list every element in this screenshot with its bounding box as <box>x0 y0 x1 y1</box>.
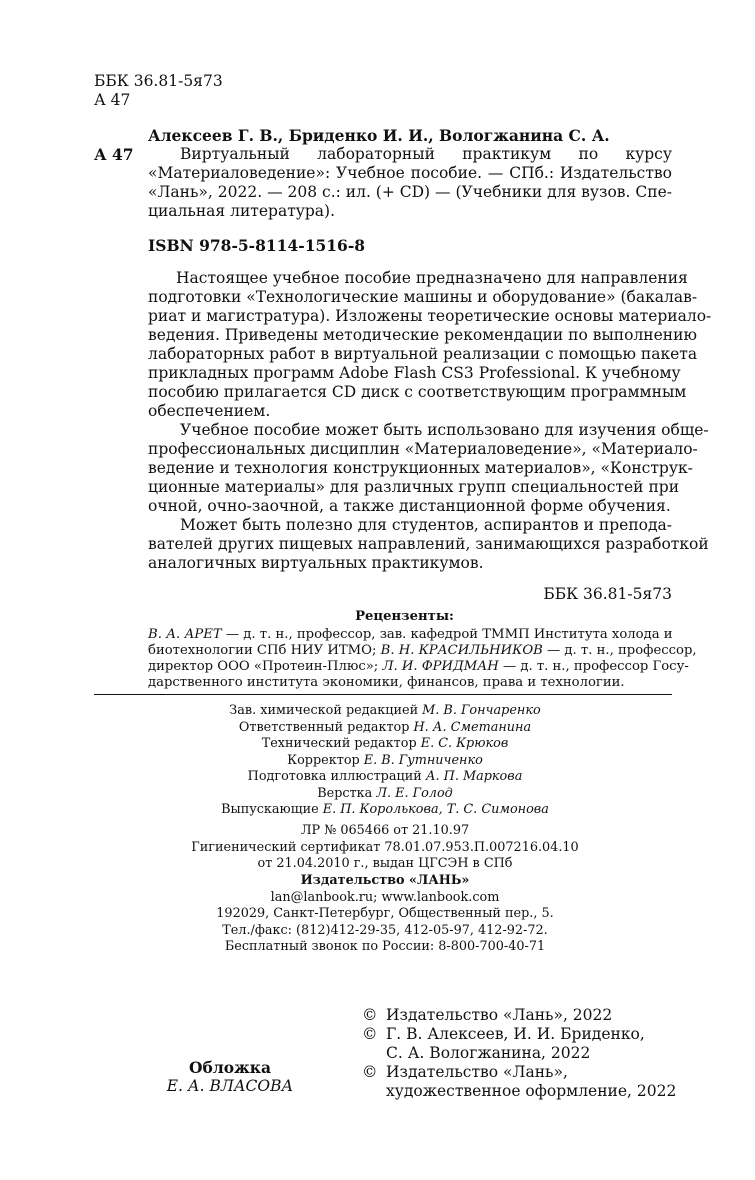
abstract-p2-line: ведение и технология конструкционных материалов», «Конструк- <box>148 459 693 477</box>
abstract-p1-line: Настоящее учебное пособие предназначено для направления <box>176 269 688 287</box>
authors: Алексеев Г. В., Бриденко И. И., Вологжанина С. А. <box>148 126 610 145</box>
publisher-block <box>150 873 620 956</box>
staff-line: Технический редактор Е. С. Крюков <box>261 736 509 751</box>
abstract-p1-line: лабораторных работ в виртуальной реализации с помощью пакета <box>148 345 698 363</box>
cover-label: Обложка <box>189 1058 271 1077</box>
abstract-p1-line: пособию прилагается CD диск с соответствующим программным <box>148 383 687 401</box>
divider <box>94 694 672 695</box>
author-mark: А 47 <box>94 91 131 109</box>
publisher-name: Издательство «ЛАНЬ» <box>300 873 470 888</box>
abstract-p2-line: ционные материалы» для различных групп специальностей при <box>148 478 680 496</box>
publisher-address: 192029, Санкт-Петербург, Общественный пер., 5. <box>216 906 554 921</box>
abstract-p1-line: риат и магистратура). Изложены теоретические основы материало- <box>148 307 712 325</box>
licence-cert: Гигиенический сертификат 78.01.07.953.П.007216.04.10 <box>191 839 579 855</box>
abstract-p3-line: вателей других пищевых направлений, занимающихся разработкой <box>148 535 709 553</box>
abstract-p1-line: ведения. Приведены методические рекомендации по выполнению <box>148 326 697 344</box>
reviewer-line-4: дарственного института экономики, финансов, права и технологии. <box>148 675 625 690</box>
staff-line: Подготовка иллюстраций А. П. Маркова <box>247 769 523 784</box>
bib-line-2: «Материаловедение»: Учебное пособие. — СПб.: Издательство <box>148 164 672 182</box>
copyright-1: Издательство «Лань», 2022 <box>386 1006 613 1024</box>
copyright-symbol: © <box>362 1025 378 1043</box>
abstract-p1-line: прикладных программ Adobe Flash CS3 Professional. К учебному <box>148 364 681 382</box>
publisher-freecall: Бесплатный звонок по России: 8-800-700-40-71 <box>224 939 546 954</box>
abstract-p3-line: Может быть полезно для студентов, аспирантов и преподa- <box>180 516 672 534</box>
bib-mark: А 47 <box>94 145 134 164</box>
licence-block <box>150 823 620 873</box>
staff-line: Зав. химической редакцией М. В. Гончаренко <box>229 703 541 718</box>
staff-line: Корректор Е. В. Гутниченко <box>287 752 483 768</box>
abstract-p3-line: аналогичных виртуальных практикумов. <box>148 554 484 572</box>
isbn: ISBN 978-5-8114-1516-8 <box>148 236 366 255</box>
bib-line-1: Виртуальный лабораторный практикум по курсу <box>180 145 672 163</box>
abstract-p2-line: Учебное пособие может быть использовано для изучения обще- <box>180 421 709 439</box>
bib-line-4: циальная литература). <box>148 202 336 220</box>
abstract-p2-line: очной, очно-заочной, а также дистанционной форме обучения. <box>148 497 671 515</box>
copyright-symbol: © <box>362 1006 378 1024</box>
bib-line-3: «Лань», 2022. — 208 с.: ил. (+ CD) — (Учебники для вузов. Спе- <box>148 183 672 201</box>
bbk-code: ББК 36.81-5я73 <box>94 72 223 90</box>
copyright-2a: Г. В. Алексеев, И. И. Бриденко, <box>386 1025 645 1043</box>
reviewer-line-1: В. А. АРЕТ — д. т. н., профессор, зав. кафедрой ТММП Института холода и <box>148 627 673 642</box>
reviewer-name: В. А. АРЕТ <box>148 627 222 642</box>
reviewer-line-2: биотехнологии СПб НИУ ИТМО; В. Н. КРАСИЛЬНИКОВ — д. т. н., профессор, <box>148 643 697 658</box>
reviewer-name: Л. И. ФРИДМАН <box>382 659 499 674</box>
licence-cert-date: от 21.04.2010 г., выдан ЦГСЭН в СПб <box>257 856 513 871</box>
cover-artist: Е. А. ВЛАСОВА <box>166 1077 294 1095</box>
abstract-p1-line: обеспечением. <box>148 402 271 420</box>
reviewer-name: В. Н. КРАСИЛЬНИКОВ <box>380 643 543 658</box>
publisher-phone: Тел./факс: (812)412-29-35, 412-05-97, 412-92-72. <box>222 922 548 938</box>
reviewer-line-3: директор ООО «Протеин-Плюс»; Л. И. ФРИДМАН — д. т. н., профессор Госу- <box>148 659 689 674</box>
abstract-p2-line: профессиональных дисциплин «Материаловедение», «Материало- <box>148 440 698 458</box>
copyright-2b: С. А. Вологжанина, 2022 <box>386 1044 591 1062</box>
staff-line: Выпускающие Е. П. Королькова, Т. С. Симонова <box>221 802 549 817</box>
copyright-symbol: © <box>362 1063 378 1081</box>
licence-lr: ЛР № 065466 от 21.10.97 <box>300 823 470 838</box>
copyright-3b: художественное оформление, 2022 <box>386 1082 677 1100</box>
copyright-3a: Издательство «Лань», <box>386 1063 568 1081</box>
reviewers-heading: Рецензенты: <box>355 609 454 624</box>
staff-list <box>150 703 620 819</box>
publisher-web[interactable]: lan@lanbook.ru; www.lanbook.com <box>270 889 500 905</box>
staff-line: Верстка Л. Е. Голод <box>317 785 453 801</box>
bbk-code-right: ББК 36.81-5я73 <box>543 585 672 603</box>
abstract-p1-line: подготовки «Технологические машины и оборудование» (бакалав- <box>148 288 698 306</box>
staff-line: Ответственный редактор Н. А. Сметанина <box>238 719 532 735</box>
